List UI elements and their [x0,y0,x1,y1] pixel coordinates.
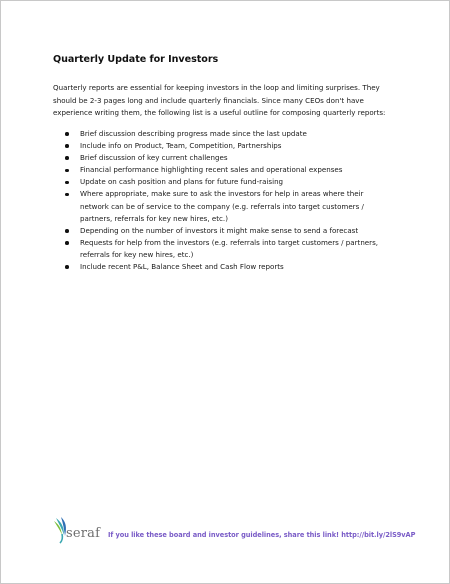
logo-wordmark: seraf [66,526,101,541]
bullet-icon [65,229,69,233]
intro-line: Quarterly reports are essential for keeping investors in the loop and limiting surprises. They [53,83,380,92]
guideline-list [53,128,413,273]
list-item [53,164,413,176]
intro-line: experience writing them, the following list is a useful outline for composing quarterly reports: [53,108,386,117]
list-item [53,261,413,273]
bullet-icon [65,144,69,148]
bullet-icon [65,241,69,245]
bullet-icon [65,265,69,269]
list-item-text: Include info on Product, Team, Competition, Partnerships [80,141,282,151]
list-item [53,225,413,237]
list-item-text: Update on cash position and plans for future fund-raising [80,177,284,187]
intro-line: should be 2-3 pages long and include quarterly financials. Since many CEOs don't have [53,95,364,105]
list-item [53,152,413,164]
seraf-logo [52,515,104,545]
share-link[interactable]: If you like these board and investor guidelines, share this link! http://bit.ly/2lS9vAP [108,531,416,539]
list-item-text: referrals for key new hires, etc.) [80,249,194,259]
list-item-text: Include recent P&L, Balance Sheet and Cash Flow reports [80,262,284,272]
list-item [53,128,413,140]
list-item [53,176,413,188]
bullet-icon [65,132,69,136]
bullet-icon [65,181,69,185]
list-item-text: Requests for help from the investors (e.g. referrals into target customers / partners, [80,237,379,247]
list-item-text: partners, referrals for key new hires, etc.) [80,213,228,223]
list-item-text: Financial performance highlighting recent sales and operational expenses [80,165,343,175]
list-item-text: Depending on the number of investors it might make sense to send a forecast [80,225,359,235]
list-item-text: Where appropriate, make sure to ask the investors for help in areas where their [80,189,364,199]
list-item [53,188,413,224]
document-title: Quarterly Update for Investors [53,54,219,65]
list-item [53,237,413,261]
intro-paragraph [53,82,413,120]
list-item-text: network can be of service to the company (e.g. referrals into target customers / [80,201,364,211]
page-footer [1,511,450,551]
list-item-text: Brief discussion describing progress made since the last update [80,129,307,138]
list-item-text: Brief discussion of key current challenges [80,153,228,163]
bullet-icon [65,156,69,160]
bullet-icon [65,193,69,197]
list-item [53,140,413,152]
bullet-icon [65,169,69,173]
